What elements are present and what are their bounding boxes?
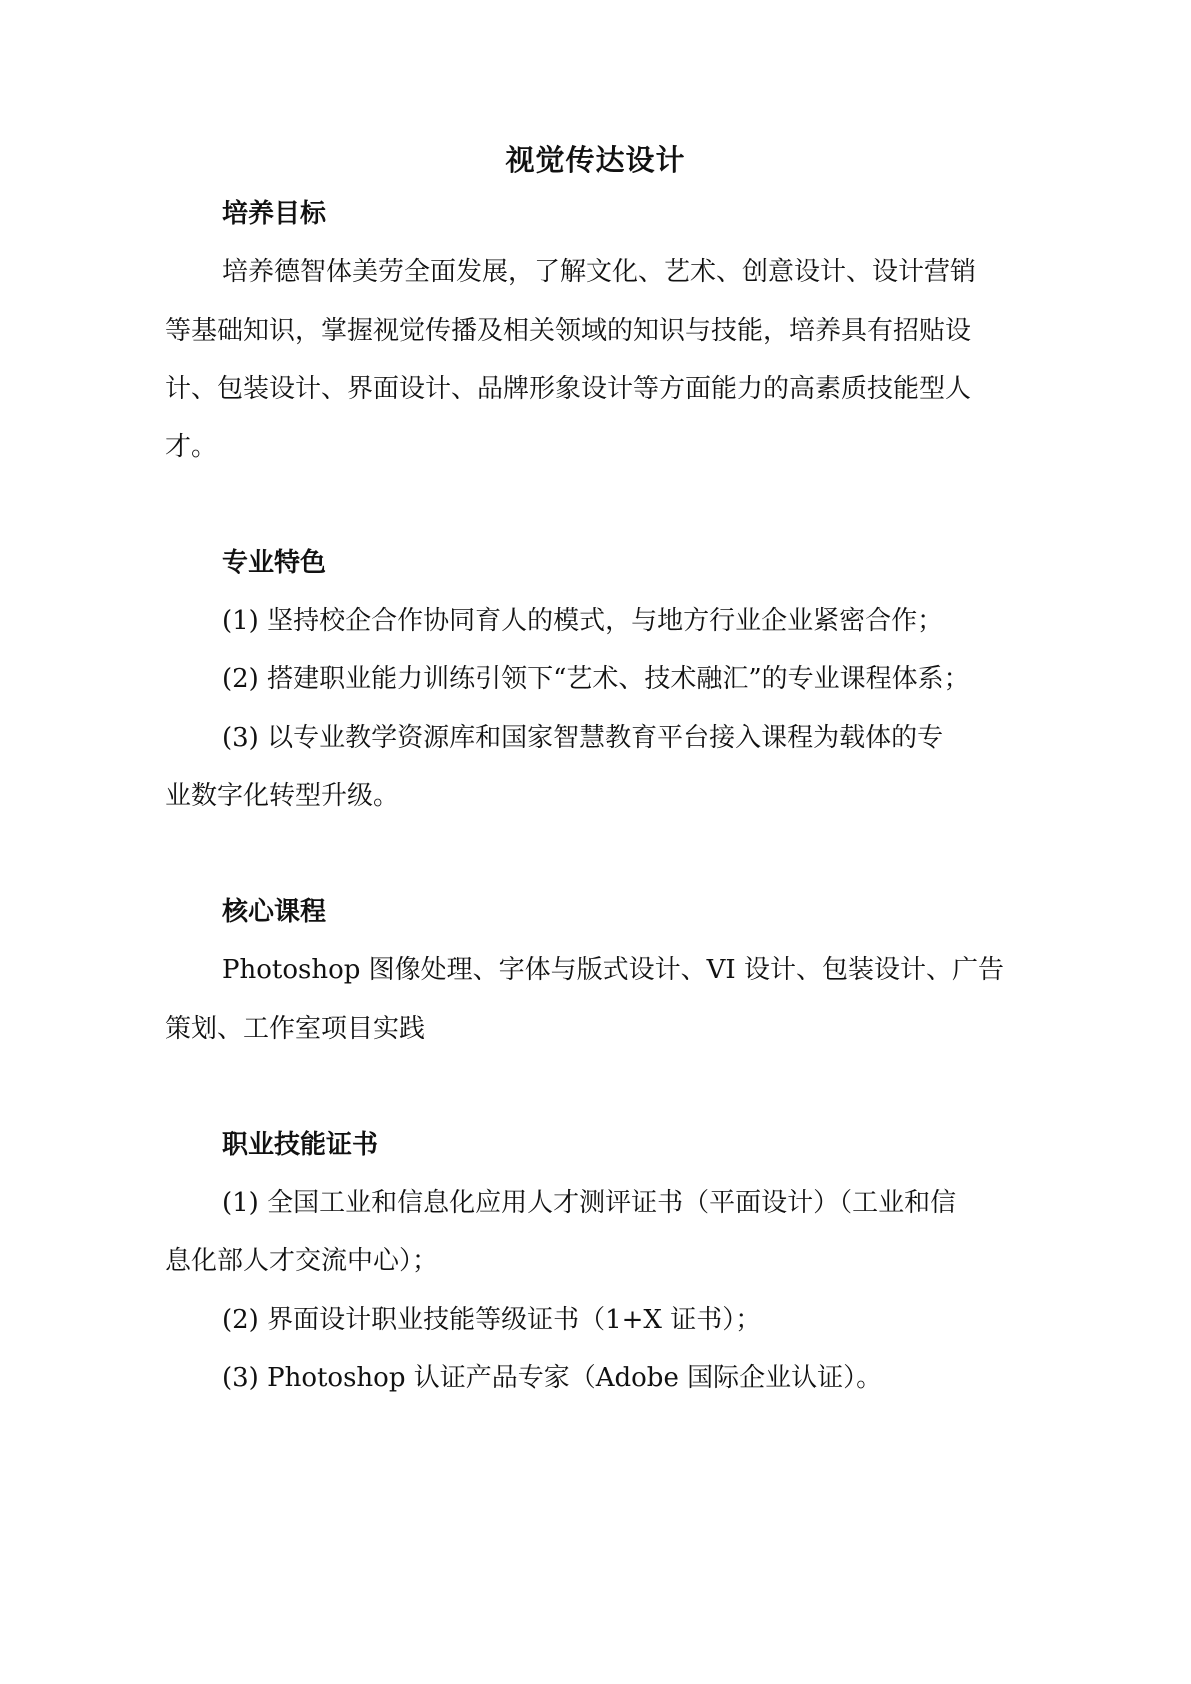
courses-paragraph-line: Photoshop 图像处理、字体与版式设计、VI 设计、包装设计、广告 (222, 955, 1004, 985)
features-list-item: (3) 以专业教学资源库和国家智慧教育平台接入课程为载体的专 (222, 723, 944, 753)
page-title: 视觉传达设计 (505, 143, 686, 177)
certificates-list-item-continuation: 息化部人才交流中心）； (165, 1246, 439, 1276)
section-heading-goal: 培养目标 (222, 199, 327, 229)
courses-paragraph-line: 策划、工作室项目实践 (165, 1014, 426, 1044)
features-list-item-continuation: 业数字化转型升级。 (165, 781, 400, 811)
certificates-list-item: (3) Photoshop 认证产品专家（Adobe 国际企业认证）。 (222, 1363, 883, 1393)
certificates-list-item: (2) 界面设计职业技能等级证书（1+X 证书）； (222, 1305, 762, 1335)
section-heading-features: 专业特色 (222, 548, 327, 578)
goal-paragraph-line: 等基础知识，掌握视觉传播及相关领域的知识与技能，培养具有招贴设 (165, 316, 972, 346)
features-list-item: (2) 搭建职业能力训练引领下“艺术、技术融汇”的专业课程体系； (222, 664, 970, 694)
certificates-list-item: (1) 全国工业和信息化应用人才测评证书（平面设计）（工业和信 (222, 1188, 957, 1218)
goal-paragraph-line: 计、包装设计、界面设计、品牌形象设计等方面能力的高素质技能型人 (165, 374, 972, 404)
section-heading-courses: 核心课程 (222, 897, 327, 927)
goal-paragraph-line: 才。 (165, 432, 218, 462)
features-list-item: (1) 坚持校企合作协同育人的模式，与地方行业企业紧密合作； (222, 606, 944, 636)
goal-paragraph-line: 培养德智体美劳全面发展，了解文化、艺术、创意设计、设计营销 (222, 257, 977, 287)
section-heading-certificates: 职业技能证书 (222, 1130, 379, 1160)
